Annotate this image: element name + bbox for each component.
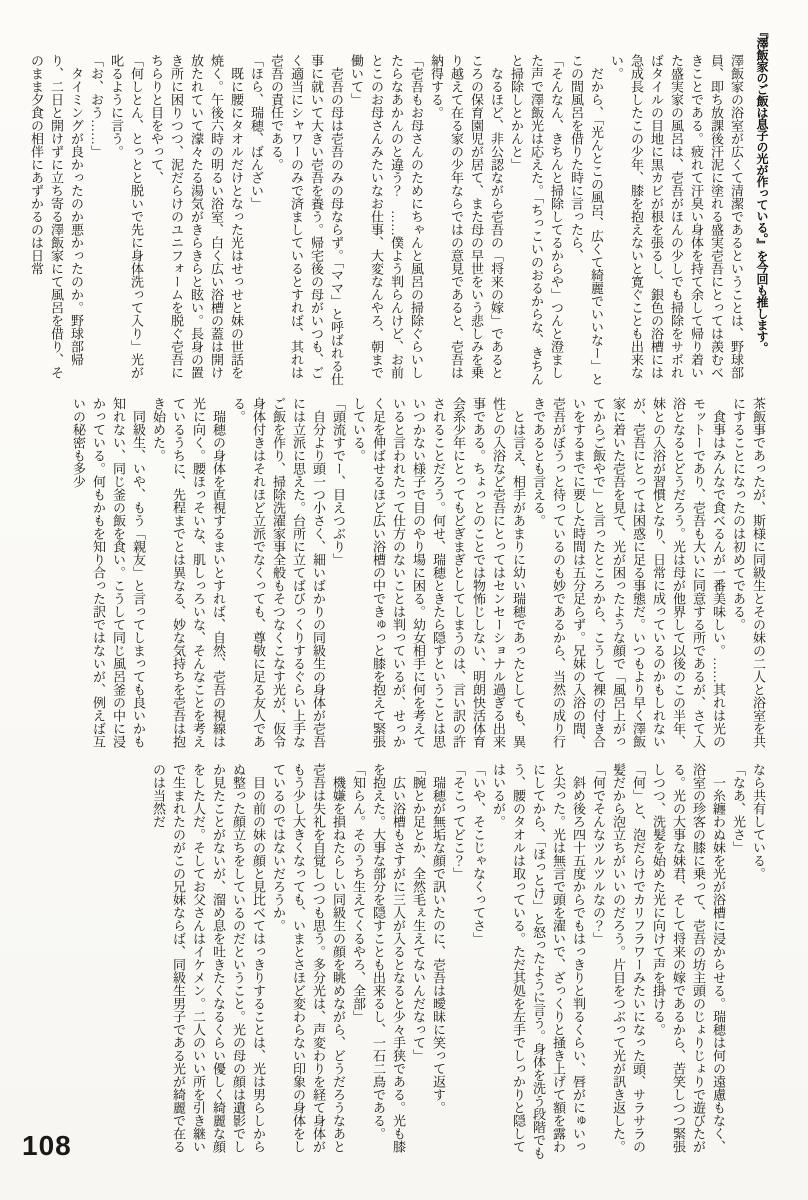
paragraph: 既に腰にタオルだけとなった光はせっせと妹の世話を焼く。午後六時の明るい浴室、白く広い浴槽の蓋は開け放たれていて濛々たる湯気がきらきらと眩い。長身の置き所に困りつつ、泥だらけのユニフォームを脱ぐ壱吾にちらりと目をやって、 [149, 54, 244, 379]
paragraph: 澤飯家の浴室が広くて清潔であるということは、野球部員、即ち放課後汗泥に塗れる盛実壱吾にとっては羨むべきことである。疲れて汗臭い身体を持て余して帰り着いた盛実家の風呂は、壱吾がほんの少しでも掃除をサボればタイルの目地に黒カビが根を張るし、銀色の浴槽には急成長したこの少年、膝を抱えないと寛ぐことも出来ない。 [609, 54, 744, 379]
paragraph: 広い浴槽もさすがに三人が入るとなると少々手狭である。光も膝を抱えた。大事な部分を隠すことも出来るし、一石二鳥である。 [371, 763, 406, 1153]
paragraph: 「お、おう……」 [89, 54, 104, 158]
paragraph: とは言え、相手があまりに幼い瑞穂であったとしても、異性との入浴など壱吾にとってはセンセーショナル過ぎる出来事である。ちょっとのことでは物怖じしない、明朗快活体育会系少年にとってもどぎまぎとしてしまうのは、言い訳の許されることだろう。何せ、瑞穂ときたら隠すということは思いつかない様子で目のやり場に困る。幼女相手に何を考えていると言われたって仕方のないことは判っているが、せっかく足を伸ばせるほど広い浴槽の中できゅっと膝を抱えて緊張している。 [351, 397, 526, 748]
paragraph: 「何でそんなツルツルなの？」 [591, 763, 606, 945]
paragraph: 茶飯事であったが、斯様に同級生とその妹の二人と浴室を共にすることになったのは初めてである。 [731, 397, 766, 748]
paragraph: 「そんなん、きちんと掃除してるからや」つんと澄ました声で澤飯光は応えた。「ちっこいのおるからな、きちんと掃除しとかんと」 [509, 54, 564, 386]
paragraph: 瑞穂が無垢な顔で訊いたのに、壱吾は曖昧に笑って返す。 [431, 776, 446, 1114]
paragraph: 「知らん。そのうち生えてくるやろ、全部」 [351, 763, 366, 1023]
paragraph: 「頭流すでー、目えつぶり」 [331, 397, 346, 566]
paragraph: 同級生、いや、もう「親友」と言ってしまっても良いかも知れない、同じ釜の飯を食い。こうして同じ風呂釜の中に浸かっている。何もかもを知り合った訳ではないが、例えば互いの秘密も多少 [71, 397, 146, 748]
paragraph: 「腕とか足とか、全然毛ぇ生えてないんだなって」 [411, 763, 426, 1062]
paragraph: 目の前の妹の顔と見比べてはっきりすることは、光は男らしからぬ整った顔立ちをしているのだということ。光の母の顔は遺影でしか見たことがないが、溜め息を吐きたくなるくらい優しく綺麗な顔をした人だ。そしてお父さんはイケメン。二人のいい所を引き継いで生まれたのがこの兄妹ならば、同級生男子である光が綺麗で在るのは当然だ [151, 763, 266, 1153]
paragraph: なるほど、非公認ながら壱吾の「将来の嫁」であるところの保育園児が居て、また母の早世をいう悲しみを乗り越えて在る家の少年ならではの意見であると、壱吾は納得する。 [429, 54, 504, 379]
paragraph: 食事はみんなで食べるんが一番美味しい。……其れは光のモットーであり、壱吾も大いに同意する所であるが、さて入浴となるとどうだろう。光は母が他界して以後のこの半年、妹との入浴が習慣となり、日常に成っているのかもしれないが、壱吾にとっては困惑に足る事態だ。いつもより早く澤飯家に着いた壱吾を見て、光が困ったような顔で「風呂上がってからご飯やで」と言ったところから、こうして裸の付き合いをするまでに要した時間は五分足らず。兄妹の入浴の間、壱吾がぼうっと待っているのも妙であるから、当然の成り行きであるとも言える。 [531, 397, 726, 748]
paragraph: 「壱吾もお母さんのためにちゃんと風呂の掃除ぐらいしたらなあかんのと違う？ ……僕よう判らんけど、お前とこのお母さんみたいなお仕事、大変なんやろ、朝まで働いて」 [349, 54, 424, 379]
paragraph: 「何」と、泡だらけでカリフラワーみたいになった頭、サラサラの髪だから泡立ちがいいのだろう。片目をつぶって光が訊き返した。 [611, 763, 646, 1153]
paragraph: 機嫌を損ねたらしい同級生の顔を眺めながら、どうだろうなあと壱吾は失礼を自覚しつつも思う。多分光は、声変わりを経て身体がもう少し大きくなっても、いまとさほど変わらない印象の身体をしているのではないだろうか。 [271, 763, 346, 1153]
page-number: 108 [22, 1130, 72, 1161]
text-block-top [29, 54, 746, 386]
header-banner: 『澤飯家のご飯は息子の光が作っている。』を今回も推します。 [755, 26, 769, 354]
text-block-middle [20, 397, 768, 755]
paragraph: 「ほら、瑞穂、ばんざい」 [249, 54, 264, 210]
paragraph: だから、「光んとこの風呂、広くて綺麗でいいなー」とこの間風呂を借りた時に言ったら、 [569, 54, 604, 386]
paragraph: タイミングが良かったのか悪かったのか。野球部帰り、二日と開けずに立ち寄る澤飯家にて風呂を借り、そのまま夕食の相伴にあずかるのは日常 [29, 54, 84, 379]
paragraph: 一糸纏わぬ妹を光が浴槽に浸からせる。瑞穂は何の遠慮もなく、浴室の珍客の膝に乗って、壱吾の坊主頭のじょりじょりで遊びたがる。光の大事な妹君、そして将来の嫁であるから、苦笑しつつ緊張しつつ、洗髪を始めた光に向けて声を掛ける。 [651, 763, 726, 1153]
paragraph: 自分より頭一つ小さく、細いばかりの同級生の身体が壱吾には立派に思えた。台所に立てばびっくりするぐらい上手なご飯を作り、掃除洗濯家事全般もそつなくこなす光が、仮令身体付きはそれほど立派でなくっても、尊敬に足る友人である。 [231, 397, 326, 748]
paragraph: 瑞穂の身体を直視するまいとすれば、自然、壱吾の視線は光に向く。腰ほっそいな、肌しっろいな、そんなことを考えているうちに、先程までとは異なる、妙な気持ちを壱吾は抱き始めた。 [151, 397, 226, 748]
paragraph: なら共有している。 [751, 763, 766, 880]
paragraph: 壱吾の母は壱吾のみの母ならず。「ママ」と呼ばれる仕事に就いて大きい壱吾を養う。帰宅後の母がいつも、ごく適当にシャワーのみで済ましているとすれば、其れは壱吾の責任である。 [269, 54, 344, 386]
text-block-bottom [20, 763, 768, 1161]
paragraph: 「そこってどこ？」 [451, 763, 466, 880]
paragraph: 「何しとん、とっとと脱いで先に身体洗って入り」光が叱るように言う。 [109, 54, 144, 379]
paragraph: 「いや、そこじゃなくってさ」 [471, 763, 486, 945]
paragraph: 「なあ、光さ」 [731, 763, 746, 854]
paragraph: 斜め後ろ四十五度からでもはっきりと判るくらい、唇がにゅいっと尖った。光は無言で頭を濯いで、ざっくりと掻き上げて額を露わにしてから、「ほっとけ」と怒ったように言う。身体を洗う段階でもう、腰のタオルは取っている。ただ其処を左手でしっかりと隠してはいるが。 [491, 763, 586, 1160]
